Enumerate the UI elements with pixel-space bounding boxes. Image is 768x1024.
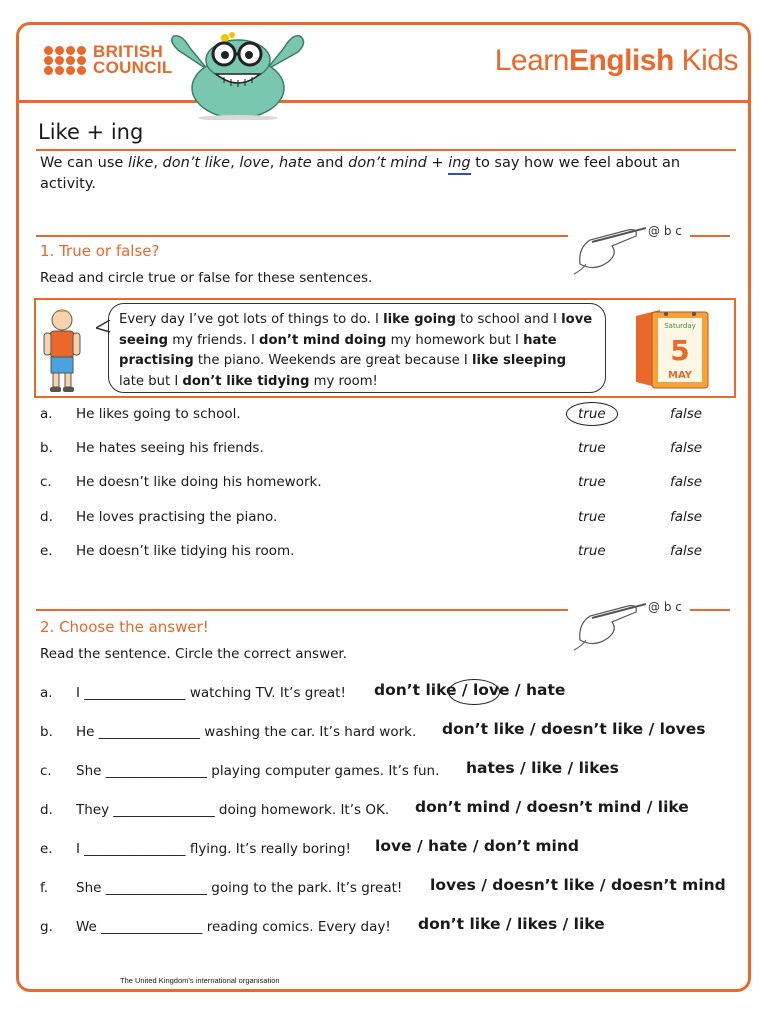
section2-instruction: Read the sentence. Circle the correct answer.	[40, 646, 348, 662]
answer-options[interactable]: hates / like / likes	[466, 759, 619, 777]
writing-hand-icon	[572, 214, 650, 280]
section1-divider-right	[690, 235, 730, 237]
tf-item: e. He doesn’t like tidying his room. true false	[40, 543, 703, 559]
choice-item: a. I _______________ watching TV. It’s great! don’t like / love / hate	[40, 681, 730, 705]
false-option[interactable]: false	[670, 406, 703, 422]
answer-circle	[566, 402, 618, 426]
intro-text: We can use like, don’t like, love, hate and don’t mind + ing to say how we feel about an activity.	[40, 155, 681, 192]
tf-item: a. He likes going to school. true false	[40, 404, 720, 426]
writing-hand-icon	[572, 590, 650, 656]
true-option[interactable]: true	[578, 543, 606, 559]
answer-options[interactable]: don’t mind / doesn’t mind / like	[415, 798, 689, 816]
brand-line-2: COUNCIL	[93, 58, 173, 77]
story-box	[34, 298, 736, 398]
section2-title: 2. Choose the answer!	[40, 618, 209, 636]
svg-text:5: 5	[670, 334, 690, 367]
section2-divider-right	[690, 609, 730, 611]
false-option[interactable]: false	[670, 474, 703, 490]
choice-item: e. I _______________ flying. It’s really boring! love / hate / don’t mind	[40, 837, 579, 857]
abc-label: @ b c	[648, 224, 682, 238]
british-council-dots-icon	[44, 46, 87, 75]
answer-circle	[448, 679, 500, 705]
abc-label: @ b c	[648, 600, 682, 614]
learnenglish-kids-logo: LearnEnglish Kids	[494, 44, 738, 77]
section2-divider-left	[36, 609, 568, 611]
answer-options[interactable]: don’t like / love / hate	[374, 681, 566, 699]
tf-item: b. He hates seeing his friends. true false	[40, 440, 703, 456]
svg-text:MAY: MAY	[668, 370, 692, 381]
section1-instruction: Read and circle true or false for these sentences.	[40, 270, 373, 286]
svg-text:Saturday: Saturday	[664, 322, 696, 330]
answer-options[interactable]: loves / doesn’t like / doesn’t mind	[430, 876, 726, 894]
header-divider	[19, 100, 748, 103]
true-option[interactable]: true	[578, 509, 606, 525]
page-title: Like + ing	[38, 120, 144, 144]
british-council-logo	[44, 44, 173, 76]
footer-text: The United Kingdom’s international organisation	[120, 976, 280, 985]
section1-title: 1. True or false?	[40, 242, 160, 260]
boy-icon	[42, 306, 82, 394]
brand-line-1: BRITISH	[93, 42, 164, 61]
speech-bubble: Every day I’ve got lots of things to do. I like going to school and I love seeing my friends. I don’t mind doing my homework but I hate practising the piano. Weekends are great because I like sleeping late but I don’t like tidying my room!	[108, 303, 606, 393]
calendar-icon	[632, 306, 712, 392]
choice-item: f. She _______________ going to the park. It’s great! loves / doesn’t like / doesn’t mind	[40, 876, 726, 896]
tf-item: d. He loves practising the piano. true false	[40, 509, 703, 525]
tf-item: c. He doesn’t like doing his homework. true false	[40, 474, 703, 490]
monster-mascot-icon	[168, 30, 308, 120]
answer-options[interactable]: love / hate / don’t mind	[375, 837, 579, 855]
answer-options[interactable]: don’t like / likes / like	[418, 915, 605, 933]
choice-item: b. He _______________ washing the car. It’s hard work. don’t like / doesn’t like / loves	[40, 720, 706, 740]
choice-item: g. We _______________ reading comics. Every day! don’t like / likes / like	[40, 915, 605, 935]
false-option[interactable]: false	[670, 509, 703, 525]
choice-item: c. She _______________ playing computer games. It’s fun. hates / like / likes	[40, 759, 619, 779]
true-option[interactable]: true	[578, 406, 606, 422]
true-option[interactable]: true	[578, 440, 606, 456]
true-option[interactable]: true	[578, 474, 606, 490]
choice-item: d. They _______________ doing homework. It’s OK. don’t mind / doesn’t mind / like	[40, 798, 689, 818]
answer-options[interactable]: don’t like / doesn’t like / loves	[442, 720, 706, 738]
false-option[interactable]: false	[670, 440, 703, 456]
false-option[interactable]: false	[670, 543, 703, 559]
title-divider	[36, 149, 736, 151]
section1-divider-left	[36, 235, 568, 237]
